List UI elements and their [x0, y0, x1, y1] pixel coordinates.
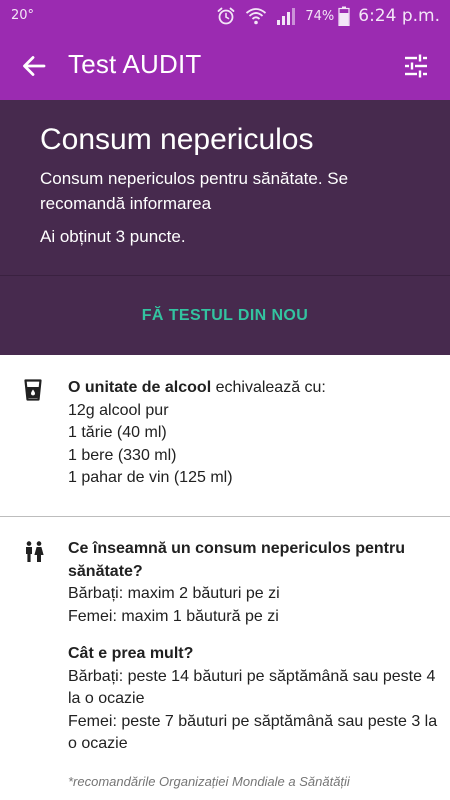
alcohol-unit-heading-rest: echivalează cu:	[211, 379, 326, 396]
settings-button[interactable]	[402, 52, 430, 80]
alcohol-unit-text	[68, 377, 438, 490]
result-description: Consum nepericulos pentru sănătate. Se recomandă informarea	[40, 169, 349, 213]
alcohol-unit-section	[0, 355, 450, 517]
women-daily-limit: Femei: maxim 1 băutură pe zi	[68, 607, 279, 625]
alcohol-unit-item: 1 tărie (40 ml)	[68, 424, 167, 441]
arrow-back-icon	[20, 52, 48, 80]
who-footnote: *recomandările Organizației Mondiale a Sănătății	[68, 774, 350, 789]
safe-consumption-section	[0, 517, 450, 800]
spacer	[68, 628, 438, 643]
retake-test-button[interactable]: FĂ TESTUL DIN NOU	[141, 307, 309, 324]
people-icon	[24, 541, 44, 563]
status-time: 6:24 p.m.	[358, 6, 440, 26]
battery-percent: 74%	[305, 8, 335, 24]
back-button[interactable]	[20, 52, 48, 80]
status-icons	[216, 5, 440, 27]
alcohol-unit-item: 12g alcool pur	[68, 401, 169, 419]
alcohol-unit-item: 1 bere (330 ml)	[68, 446, 177, 464]
safe-consumption-text	[68, 538, 438, 756]
result-panel	[0, 100, 450, 275]
men-too-much: Bărbați: peste 14 băuturi pe săptămână sau peste 4 la o ocazie	[68, 667, 436, 707]
app-bar	[0, 32, 450, 100]
men-daily-limit: Bărbați: maxim 2 băuturi pe zi	[68, 585, 280, 602]
alcohol-unit-heading-bold: O unitate de alcool	[68, 379, 212, 396]
wifi-icon	[245, 6, 267, 26]
retake-panel	[0, 275, 450, 355]
too-much-heading: Cât e prea mult?	[68, 645, 194, 662]
battery-icon	[338, 6, 350, 26]
tune-icon	[402, 52, 430, 80]
app-title: Test AUDIT	[68, 49, 202, 79]
safe-consumption-question: Ce înseamnă un consum nepericulos pentru sănătate?	[68, 540, 405, 580]
result-score: Ai obținut 3 puncte.	[40, 227, 186, 246]
result-title: Consum nepericulos	[40, 123, 314, 156]
alcohol-unit-item: 1 pahar de vin (125 ml)	[68, 469, 233, 486]
women-too-much: Femei: peste 7 băuturi pe săptămână sau peste 3 la o ocazie	[68, 712, 438, 752]
status-bar	[0, 0, 450, 32]
alarm-icon	[216, 6, 236, 26]
glass-icon	[24, 379, 42, 401]
alcohol-unit-heading	[68, 377, 438, 400]
signal-icon	[276, 6, 296, 26]
status-temperature: 20°	[11, 8, 35, 23]
